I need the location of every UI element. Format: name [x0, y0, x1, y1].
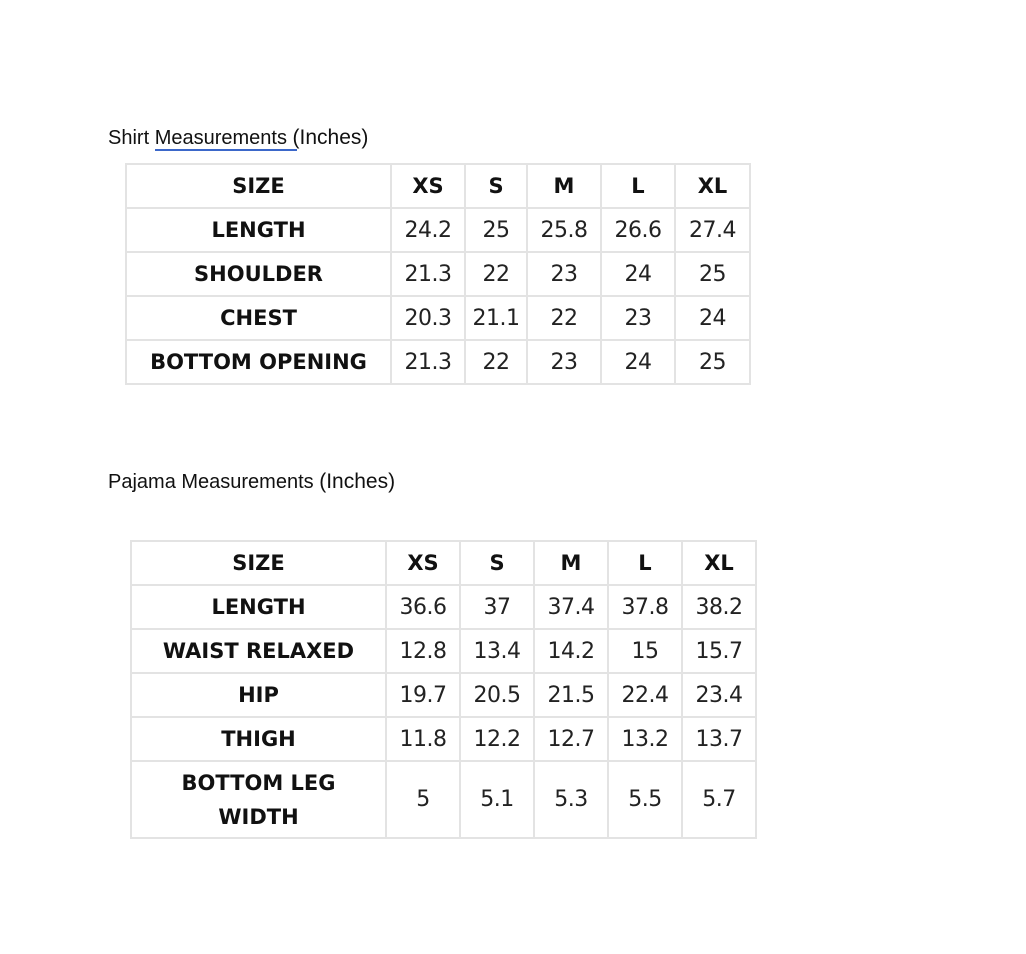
- row-label-thigh: THIGH: [131, 717, 386, 761]
- table-cell: 13.4: [460, 629, 534, 673]
- shirt-measurements-table: [125, 163, 751, 385]
- table-cell: 22: [465, 340, 527, 384]
- table-header-row: [131, 541, 756, 585]
- table-row: [126, 340, 750, 384]
- table-cell: 15.7: [682, 629, 756, 673]
- table-cell: 11.8: [386, 717, 460, 761]
- table-cell: 23: [527, 340, 601, 384]
- table-cell: 25: [675, 340, 750, 384]
- table-cell: 21.3: [391, 340, 465, 384]
- table-cell: 25.8: [527, 208, 601, 252]
- row-label-bottom-leg-width: BOTTOM LEG WIDTH: [131, 761, 386, 838]
- row-label-length: LENGTH: [126, 208, 391, 252]
- table-cell: 23: [527, 252, 601, 296]
- pajama-measurements-table: [130, 540, 757, 839]
- table-cell: 12.7: [534, 717, 608, 761]
- table-cell: 15: [608, 629, 682, 673]
- table-cell: 5.5: [608, 761, 682, 838]
- table-cell: 25: [675, 252, 750, 296]
- table-row: [126, 296, 750, 340]
- table-cell: 14.2: [534, 629, 608, 673]
- header-cell-xs: XS: [391, 164, 465, 208]
- table-row: [131, 761, 756, 838]
- table-cell: 22: [527, 296, 601, 340]
- header-cell-l: L: [601, 164, 675, 208]
- table-cell: 24: [601, 252, 675, 296]
- header-cell-m: M: [527, 164, 601, 208]
- table-cell: 38.2: [682, 585, 756, 629]
- table-cell: 20.3: [391, 296, 465, 340]
- pajama-caption-units: (Inches): [319, 470, 396, 493]
- table-cell: 24: [675, 296, 750, 340]
- table-cell: 24.2: [391, 208, 465, 252]
- table-cell: 22.4: [608, 673, 682, 717]
- header-cell-m: M: [534, 541, 608, 585]
- header-cell-xs: XS: [386, 541, 460, 585]
- row-label-shoulder: SHOULDER: [126, 252, 391, 296]
- table-cell: 37: [460, 585, 534, 629]
- row-label-hip: HIP: [131, 673, 386, 717]
- table-cell: 12.2: [460, 717, 534, 761]
- table-cell: 22: [465, 252, 527, 296]
- table-cell: 21.3: [391, 252, 465, 296]
- header-cell-l: L: [608, 541, 682, 585]
- table-row: [131, 585, 756, 629]
- shirt-table-caption: [108, 126, 368, 150]
- header-cell-s: S: [465, 164, 527, 208]
- pajama-table-caption: [108, 470, 395, 494]
- table-cell: 26.6: [601, 208, 675, 252]
- row-label-chest: CHEST: [126, 296, 391, 340]
- table-cell: 5: [386, 761, 460, 838]
- table-row: [131, 717, 756, 761]
- table-cell: 5.3: [534, 761, 608, 838]
- table-row: [126, 252, 750, 296]
- table-row: [126, 208, 750, 252]
- table-cell: 21.1: [465, 296, 527, 340]
- header-cell-size: SIZE: [131, 541, 386, 585]
- table-cell: 12.8: [386, 629, 460, 673]
- table-row: [131, 629, 756, 673]
- table-cell: 37.8: [608, 585, 682, 629]
- table-cell: 25: [465, 208, 527, 252]
- table-cell: 23.4: [682, 673, 756, 717]
- table-cell: 13.2: [608, 717, 682, 761]
- header-cell-xl: XL: [682, 541, 756, 585]
- table-cell: 36.6: [386, 585, 460, 629]
- row-label-waist-relaxed: WAIST RELAXED: [131, 629, 386, 673]
- table-cell: 13.7: [682, 717, 756, 761]
- table-cell: 27.4: [675, 208, 750, 252]
- table-cell: 5.7: [682, 761, 756, 838]
- table-cell: 23: [601, 296, 675, 340]
- table-cell: 20.5: [460, 673, 534, 717]
- pajama-caption-prefix: Pajama Measurements: [108, 471, 320, 493]
- header-cell-s: S: [460, 541, 534, 585]
- table-cell: 37.4: [534, 585, 608, 629]
- table-cell: 5.1: [460, 761, 534, 838]
- row-label-length: LENGTH: [131, 585, 386, 629]
- table-header-row: [126, 164, 750, 208]
- table-cell: 24: [601, 340, 675, 384]
- table-cell: 21.5: [534, 673, 608, 717]
- table-cell: 19.7: [386, 673, 460, 717]
- table-row: [131, 673, 756, 717]
- shirt-caption-underlined-word: Measurements: [154, 127, 293, 149]
- shirt-caption-units: (Inches): [292, 126, 369, 149]
- shirt-caption-prefix: Shirt: [108, 127, 155, 149]
- header-cell-size: SIZE: [126, 164, 391, 208]
- row-label-bottom-opening: BOTTOM OPENING: [126, 340, 391, 384]
- header-cell-xl: XL: [675, 164, 750, 208]
